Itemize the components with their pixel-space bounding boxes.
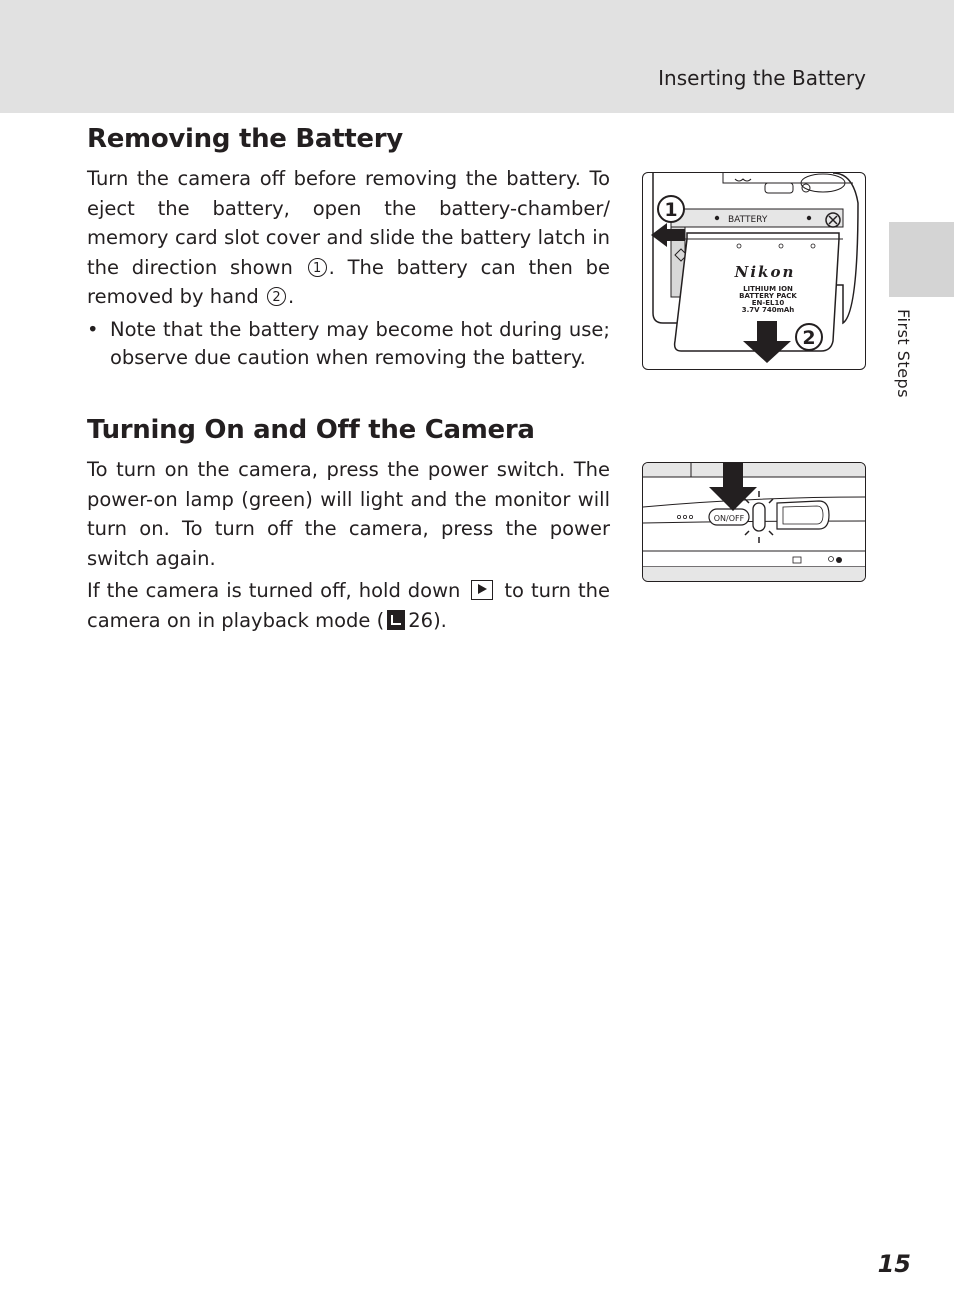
callout-2: 2 xyxy=(802,327,816,349)
power-switch-figure xyxy=(642,462,866,582)
paragraph-text: If the camera is turned off, hold down xyxy=(87,579,468,602)
battery-removal-figure xyxy=(642,172,866,370)
step-1-marker: 1 xyxy=(308,258,327,277)
page-number: 15 xyxy=(877,1250,911,1278)
page-reference-number: 26 xyxy=(408,608,434,632)
bullet-dot: • xyxy=(87,318,99,341)
battery-chamber-label: BATTERY xyxy=(728,215,768,225)
battery-spec-line: 3.7V 740mAh xyxy=(741,306,795,314)
paragraph-text: ). xyxy=(433,608,447,632)
heading-removing-battery: Removing the Battery xyxy=(87,124,403,154)
paragraph-text: . xyxy=(288,285,295,308)
zoom-icon xyxy=(829,557,834,562)
step-2-marker: 2 xyxy=(267,287,286,306)
battery-removal-illustration xyxy=(643,173,866,370)
callout-1: 1 xyxy=(664,199,678,221)
heading-turning-on-off: Turning On and Off the Camera xyxy=(87,415,535,445)
mail-icon xyxy=(793,557,801,563)
power-switch-label: ON/OFF xyxy=(713,514,745,523)
battery-brand-logo: Nikon xyxy=(734,263,796,281)
paragraph-power-switch: To turn on the camera, press the power switch. The power-on lamp (green) will light and the monitor will turn on. To turn off the camera, press the power switch again. xyxy=(87,458,610,570)
paragraph-text: . The battery can then be removed by hand xyxy=(87,255,610,308)
page-reference-icon xyxy=(387,610,405,630)
bullet-text: Note that the battery may become hot during use; observe due caution when removing the battery. xyxy=(110,318,610,369)
section-tab-label: First Steps xyxy=(894,309,913,399)
battery-spec-line: LITHIUM ION xyxy=(743,285,793,293)
battery-spec-line: BATTERY PACK xyxy=(739,292,797,300)
paragraph-text: to turn the camera on in playback mode ( xyxy=(87,579,611,632)
power-lamp xyxy=(753,503,765,531)
power-switch-illustration xyxy=(643,463,866,582)
paragraph-playback-start xyxy=(87,576,610,635)
paragraph-removing-battery xyxy=(87,164,610,312)
paragraph-text: Turn the camera off before removing the battery. To eject the battery, open the battery-chamber/ memory card slot cover and slide the battery latch in the direction shown xyxy=(87,167,610,279)
bullet-hot-battery xyxy=(87,316,610,372)
running-header: Inserting the Battery xyxy=(658,66,866,90)
playback-button-icon xyxy=(471,580,493,600)
header-band xyxy=(0,0,954,113)
section-tab xyxy=(889,222,954,297)
battery-spec-line: EN-EL10 xyxy=(751,299,785,307)
